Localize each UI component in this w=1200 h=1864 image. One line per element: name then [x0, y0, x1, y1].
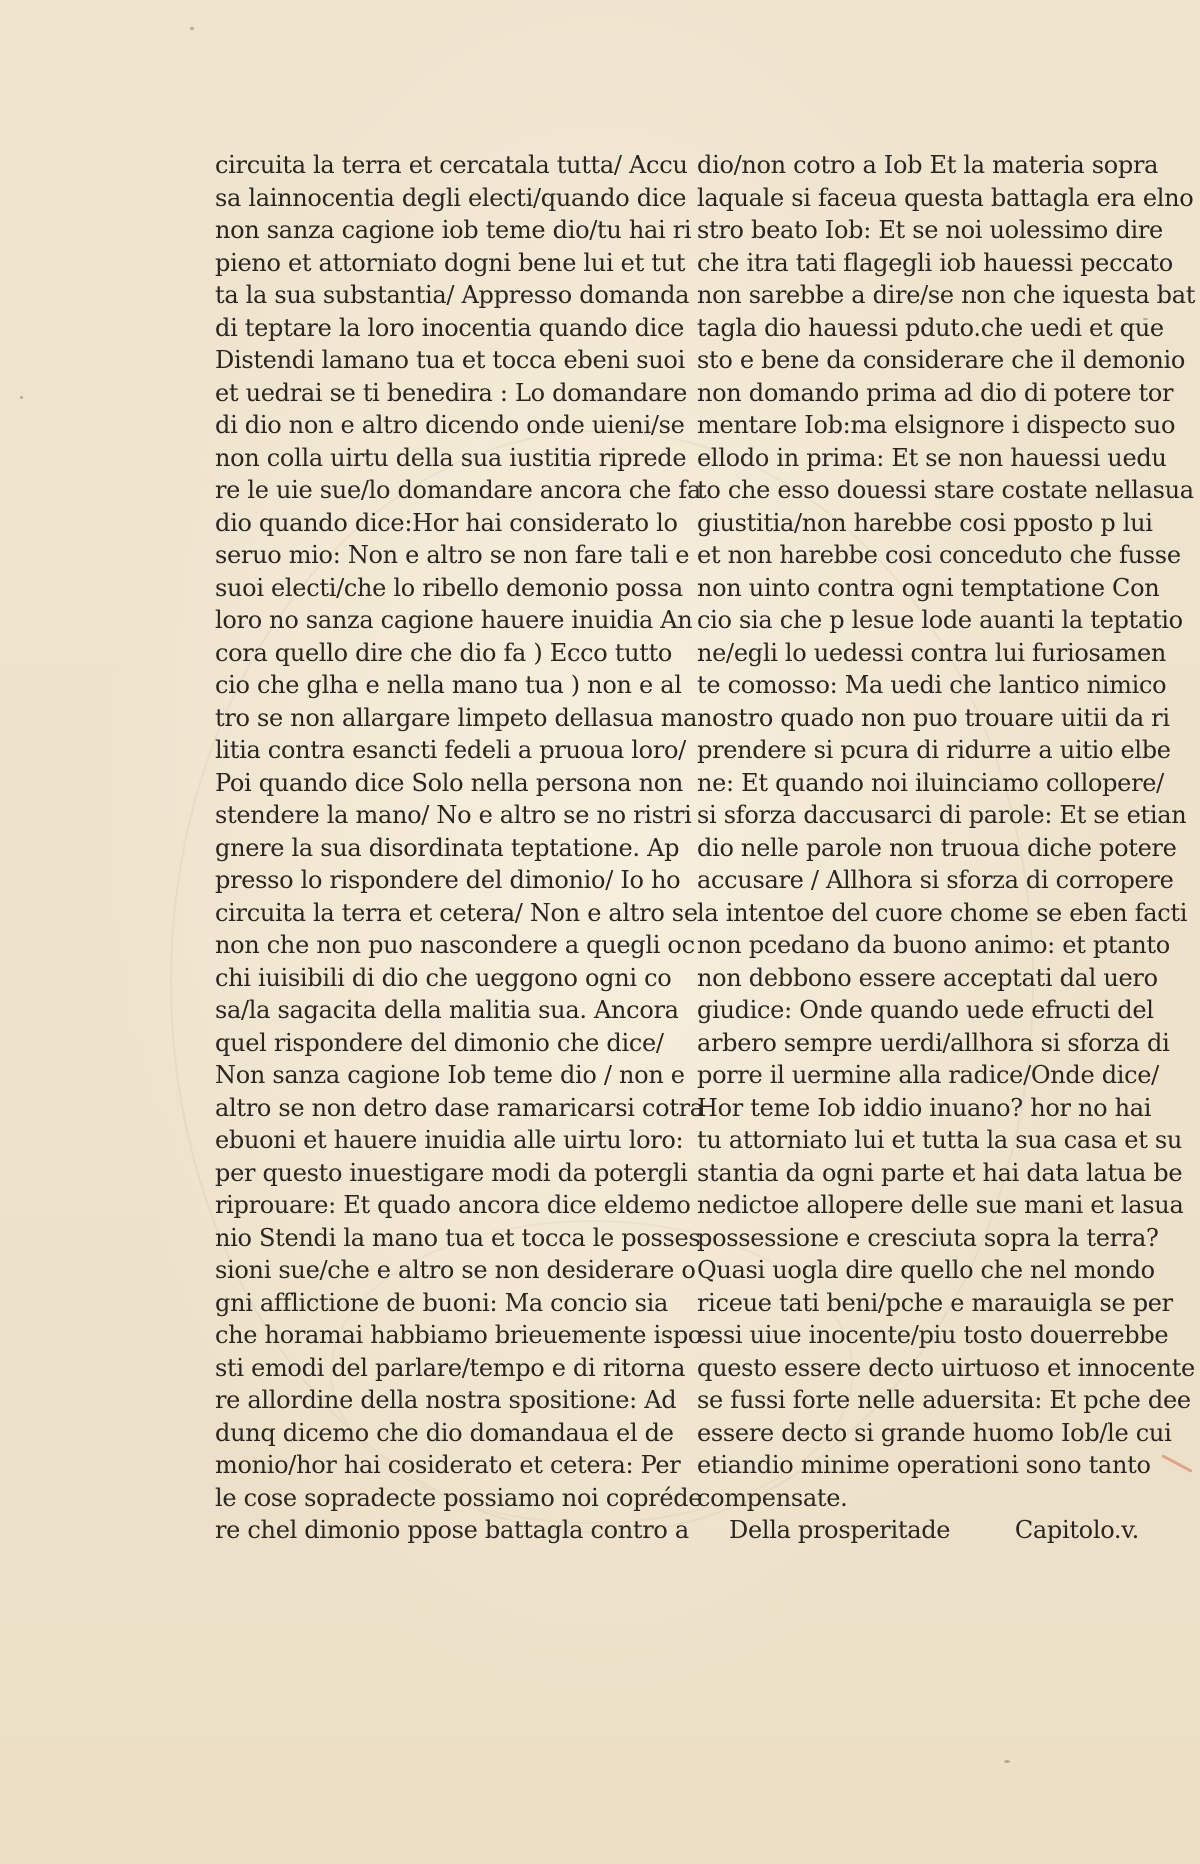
right-column-line: non uinto contra ogni temptatione Con [697, 573, 1160, 602]
left-column-line: per questo inuestigare modi da potergli [215, 1158, 688, 1187]
left-column-line: seruo mio: Non e altro se non fare tali e [215, 541, 690, 569]
ink-stain [1161, 1454, 1192, 1473]
left-column-line: sti emodi del parlare/tempo e di ritorna [215, 1353, 686, 1382]
right-column-line: ellodo in prima: Et se non hauessi uedu [697, 443, 1167, 472]
right-column-line: si sforza daccusarci di parole: Et se etian [697, 801, 1187, 829]
right-column-line: questo essere decto uirtuoso et innocente [697, 1353, 1195, 1382]
left-column-line: di dio non e altro dicendo onde uieni/se [215, 411, 685, 439]
left-column-line: sa/la sagacita della malitia sua. Ancora [215, 996, 679, 1024]
left-column-line: et uedrai se ti benedira : Lo domandare [215, 378, 688, 407]
right-column-line: sto e bene da considerare che il demonio [697, 346, 1186, 374]
left-column-line: re chel dimonio ppose battagla contro a [215, 1516, 689, 1544]
left-column-line: gnere la sua disordinata teptatione. Ap [215, 833, 680, 862]
right-column-line: che itra tati flagegli iob hauessi peccato [697, 248, 1173, 277]
left-column-line: re allordine della nostra spositione: Ad [215, 1386, 677, 1414]
right-column-line: essi uiue inocente/piu tosto douerrebbe [697, 1321, 1169, 1349]
left-column-line: gni afflictione de buoni: Ma concio sia [215, 1288, 669, 1317]
left-column-line: monio/hor hai cosiderato et cetera: Per [215, 1451, 681, 1479]
right-column-line: nostro quado non puo trouare uitii da ri [697, 703, 1170, 732]
right-column-line: mentare Iob:ma elsignore i dispecto suo [697, 411, 1176, 439]
left-column-line: che horamai habbiamo brieuemente ispo [215, 1321, 703, 1349]
right-column-line: dio nelle parole non truoua diche potere [697, 833, 1177, 862]
left-column-line: altro se non detro dase ramaricarsi cotra [215, 1093, 704, 1122]
right-column-line: giustitia/non harebbe cosi pposto p lui [697, 508, 1153, 537]
paper-speck [1143, 318, 1148, 320]
right-column-line: dio/non cotro a Iob Et la materia sopra [697, 151, 1159, 179]
left-column-line: circuita la terra et cercatala tutta/ Accu [215, 151, 688, 179]
left-column-line: Poi quando dice Solo nella persona non [215, 768, 684, 797]
right-column-line: Hor teme Iob iddio inuano? hor no hai [697, 1093, 1152, 1122]
left-column-line: tro se non allargare limpeto dellasua ma [215, 703, 698, 732]
left-column-line: sioni sue/che e altro se non desiderare o [215, 1256, 696, 1284]
left-column-line: presso lo rispondere del dimonio/ Io ho [215, 866, 681, 894]
chapter-heading [697, 1514, 1139, 1547]
left-column-line: cora quello dire che dio fa ) Ecco tutto [215, 638, 673, 667]
left-column-line: quel rispondere del dimonio che dice/ [215, 1028, 664, 1057]
left-column-line: nio Stendi la mano tua et tocca le posses [215, 1223, 701, 1252]
left-column-line: riprouare: Et quado ancora dice eldemo [215, 1191, 691, 1219]
right-column-line: giudice: Onde quando uede efructi del [697, 996, 1154, 1024]
right-column-line: compensate. [697, 1483, 848, 1512]
right-column-line: la intentoe del cuore chome se eben facti [697, 898, 1188, 927]
right-column-line: non sarebbe a dire/se non che iquesta bat [697, 281, 1196, 309]
left-column-line: suoi electi/che lo ribello demonio possa [215, 573, 683, 602]
right-column-line: possessione e cresciuta sopra la terra? [697, 1223, 1159, 1252]
right-column-line: riceue tati beni/pche e marauigla se per [697, 1288, 1173, 1317]
paper-speck [20, 396, 23, 399]
left-column-line: non che non puo nascondere a quegli oc [215, 931, 695, 959]
left-column-line: ta la sua substantia/ Appresso domanda [215, 281, 690, 309]
chapter-title: Della prosperitade [729, 1516, 951, 1544]
left-column-line: stendere la mano/ No e altro se no ristri [215, 801, 692, 829]
left-column-line: re le uie sue/lo domandare ancora che fa [215, 476, 701, 504]
left-column-line: loro no sanza cagione hauere inuidia An [215, 606, 693, 634]
right-text-column [697, 149, 1196, 1547]
right-column-line: nedictoe allopere delle sue mani et lasua [697, 1191, 1184, 1219]
right-column-line: non pcedano da buono animo: et ptanto [697, 931, 1170, 959]
left-column-line: litia contra esancti fedeli a pruoua loro/ [215, 736, 686, 764]
left-column-line: dunq dicemo che dio domandaua el de [215, 1418, 674, 1447]
right-column-line: prendere si pcura di ridurre a uitio elbe [697, 736, 1171, 764]
left-column-line: le cose sopradecte possiamo noi copréde [215, 1483, 703, 1512]
right-column-line: accusare / Allhora si sforza di corropere [697, 866, 1174, 894]
left-column-line: Non sanza cagione Iob teme dio / non e [215, 1061, 685, 1089]
right-column-line: essere decto si grande huomo Iob/le cui [697, 1418, 1172, 1447]
right-column-line: porre il uermine alla radice/Onde dice/ [697, 1061, 1159, 1089]
right-column-line: se fussi forte nelle aduersita: Et pche dee [697, 1386, 1191, 1414]
right-column-line: stro beato Iob: Et se noi uolessimo dire [697, 216, 1163, 244]
right-column-line: cio sia che p lesue lode auanti la teptatio [697, 606, 1183, 634]
paper-speck [190, 27, 194, 30]
right-column-line: Quasi uogla dire quello che nel mondo [697, 1256, 1155, 1284]
right-column-line: etiandio minime operationi sono tanto [697, 1451, 1151, 1479]
right-column-line: non domando prima ad dio di potere tor [697, 378, 1174, 407]
chapter-number: Capitolo.v. [1014, 1516, 1139, 1544]
right-column-line: laquale si faceua questa battagla era elno [697, 183, 1194, 212]
right-column-line: to che esso douessi stare costate nellasua [697, 476, 1194, 504]
left-column-line: di teptare la loro inocentia quando dice [215, 313, 685, 342]
right-column-line: te comosso: Ma uedi che lantico nimico [697, 671, 1167, 699]
right-column-line: ne: Et quando noi iluinciamo collopere/ [697, 768, 1164, 797]
left-column-line: cio che glha e nella mano tua ) non e al [215, 671, 682, 699]
right-column-line: ne/egli lo uedessi contra lui furiosamen [697, 638, 1167, 667]
left-column-line: ebuoni et hauere inuidia alle uirtu loro: [215, 1126, 684, 1154]
right-column-line: et non harebbe cosi conceduto che fusse [697, 541, 1181, 569]
right-column-line: stantia da ogni parte et hai data latua be [697, 1158, 1183, 1187]
left-column-line: non sanza cagione iob teme dio/tu hai ri [215, 216, 692, 244]
left-column-line: sa lainnocentia degli electi/quando dice [215, 183, 687, 212]
left-column-line: circuita la terra et cetera/ Non e altro se [215, 898, 698, 927]
left-column-line: pieno et attorniato dogni bene lui et tut [215, 248, 686, 277]
left-column-line: dio quando dice:Hor hai considerato lo [215, 508, 678, 537]
right-column-line: non debbono essere acceptati dal uero [697, 963, 1158, 992]
left-column-line: Distendi lamano tua et tocca ebeni suoi [215, 346, 685, 374]
left-column-line: non colla uirtu della sua iustitia riprede [215, 443, 687, 472]
right-column-line: arbero sempre uerdi/allhora si sforza di [697, 1028, 1170, 1057]
paper-speck [1004, 1760, 1010, 1763]
right-column-line: tu attorniato lui et tutta la sua casa et su [697, 1126, 1183, 1154]
right-column-line: tagla dio hauessi pduto.che uedi et que [697, 313, 1164, 342]
left-text-column [215, 149, 704, 1547]
left-column-line: chi iuisibili di dio che ueggono ogni co [215, 963, 672, 992]
